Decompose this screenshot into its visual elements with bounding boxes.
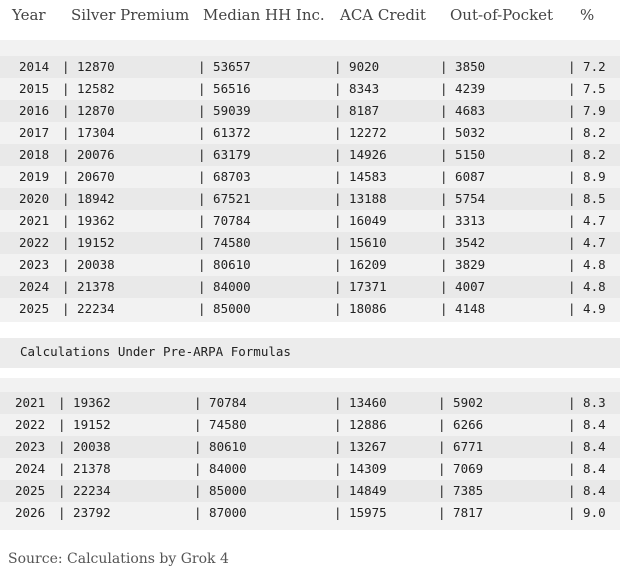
median-income-cell: | 70784 [198,213,251,228]
out-of-pocket-cell: | 4148 [440,301,486,316]
out-of-pocket-cell: | 4007 [440,279,486,294]
aca-credit-cell: | 8187 [334,103,380,118]
silver-premium-cell: | 20038 [62,257,115,272]
aca-credit-cell: | 14926 [334,147,387,162]
aca-credit-cell: | 9020 [334,59,380,74]
table-row [0,210,620,232]
table-row [0,232,620,254]
percent-cell: | 8.4 [568,439,606,454]
aca-credit-cell: | 13188 [334,191,387,206]
out-of-pocket-cell: | 7817 [438,505,484,520]
out-of-pocket-cell: | 4239 [440,81,486,96]
year-cell: 2016 [19,103,50,118]
percent-cell: | 4.8 [568,279,606,294]
percent-cell: | 8.4 [568,461,606,476]
percent-cell: | 7.9 [568,103,606,118]
aca-credit-cell: | 8343 [334,81,380,96]
median-income-cell: | 67521 [198,191,251,206]
percent-cell: | 7.2 [568,59,606,74]
median-income-cell: | 68703 [198,169,251,184]
out-of-pocket-cell: | 7069 [438,461,484,476]
out-of-pocket-cell: | 6771 [438,439,484,454]
aca-credit-cell: | 15610 [334,235,387,250]
median-income-cell: | 80610 [194,439,247,454]
table-row [0,100,620,122]
aca-credit-cell: | 13460 [334,395,387,410]
out-of-pocket-cell: | 3542 [440,235,486,250]
year-cell: 2024 [15,461,46,476]
median-income-cell: | 74580 [198,235,251,250]
percent-cell: | 4.7 [568,235,606,250]
year-cell: 2026 [15,505,46,520]
out-of-pocket-cell: | 3850 [440,59,486,74]
header-percent: % [580,6,595,24]
out-of-pocket-cell: | 4683 [440,103,486,118]
percent-cell: | 4.9 [568,301,606,316]
silver-premium-cell: | 12870 [62,59,115,74]
out-of-pocket-cell: | 5150 [440,147,486,162]
table-row [0,298,620,320]
percent-cell: | 9.0 [568,505,606,520]
median-income-cell: | 84000 [194,461,247,476]
aca-credit-cell: | 12886 [334,417,387,432]
silver-premium-cell: | 19152 [58,417,111,432]
year-cell: 2023 [15,439,46,454]
silver-premium-cell: | 12582 [62,81,115,96]
out-of-pocket-cell: | 6266 [438,417,484,432]
silver-premium-cell: | 17304 [62,125,115,140]
source-note: Source: Calculations by Grok 4 [8,551,229,567]
table-row [0,254,620,276]
percent-cell: | 4.8 [568,257,606,272]
out-of-pocket-cell: | 7385 [438,483,484,498]
aca-credit-cell: | 17371 [334,279,387,294]
median-income-cell: | 59039 [198,103,251,118]
year-cell: 2022 [19,235,50,250]
aca-credit-cell: | 14849 [334,483,387,498]
percent-cell: | 8.4 [568,483,606,498]
out-of-pocket-cell: | 6087 [440,169,486,184]
table-row [0,458,620,480]
table-row [0,436,620,458]
header-year: Year [12,6,46,24]
year-cell: 2024 [19,279,50,294]
median-income-cell: | 53657 [198,59,251,74]
out-of-pocket-cell: | 5902 [438,395,484,410]
median-income-cell: | 85000 [198,301,251,316]
year-cell: 2017 [19,125,50,140]
aca-credit-cell: | 12272 [334,125,387,140]
aca-credit-cell: | 13267 [334,439,387,454]
table-row [0,276,620,298]
table-row [0,502,620,524]
table-row [0,56,620,78]
silver-premium-cell: | 20670 [62,169,115,184]
table-row [0,414,620,436]
aca-credit-cell: | 18086 [334,301,387,316]
percent-cell: | 8.2 [568,147,606,162]
silver-premium-cell: | 23792 [58,505,111,520]
table-row [0,166,620,188]
silver-premium-cell: | 20076 [62,147,115,162]
silver-premium-cell: | 19152 [62,235,115,250]
silver-premium-cell: | 20038 [58,439,111,454]
year-cell: 2025 [15,483,46,498]
section-heading: Calculations Under Pre-ARPA Formulas [20,344,291,359]
silver-premium-cell: | 21378 [62,279,115,294]
median-income-cell: | 80610 [198,257,251,272]
year-cell: 2015 [19,81,50,96]
table-row [0,188,620,210]
median-income-cell: | 74580 [194,417,247,432]
table-row [0,392,620,414]
table-header [0,6,620,30]
silver-premium-cell: | 19362 [58,395,111,410]
year-cell: 2021 [15,395,46,410]
year-cell: 2021 [19,213,50,228]
silver-premium-cell: | 12870 [62,103,115,118]
out-of-pocket-cell: | 5754 [440,191,486,206]
year-cell: 2018 [19,147,50,162]
median-income-cell: | 56516 [198,81,251,96]
percent-cell: | 8.9 [568,169,606,184]
percent-cell: | 8.4 [568,417,606,432]
percent-cell: | 8.2 [568,125,606,140]
median-income-cell: | 84000 [198,279,251,294]
percent-cell: | 7.5 [568,81,606,96]
table-pre-arpa [0,378,620,530]
year-cell: 2014 [19,59,50,74]
year-cell: 2020 [19,191,50,206]
aca-credit-cell: | 14583 [334,169,387,184]
out-of-pocket-cell: | 3313 [440,213,486,228]
out-of-pocket-cell: | 5032 [440,125,486,140]
percent-cell: | 8.5 [568,191,606,206]
table-row [0,78,620,100]
aca-credit-cell: | 14309 [334,461,387,476]
header-out-of-pocket: Out-of-Pocket [450,6,554,24]
year-cell: 2023 [19,257,50,272]
section-heading-block [0,338,620,368]
aca-credit-cell: | 16049 [334,213,387,228]
median-income-cell: | 61372 [198,125,251,140]
year-cell: 2025 [19,301,50,316]
median-income-cell: | 85000 [194,483,247,498]
aca-credit-cell: | 16209 [334,257,387,272]
median-income-cell: | 70784 [194,395,247,410]
median-income-cell: | 63179 [198,147,251,162]
silver-premium-cell: | 22234 [58,483,111,498]
header-aca-credit: ACA Credit [340,6,426,24]
table-row [0,480,620,502]
out-of-pocket-cell: | 3829 [440,257,486,272]
aca-credit-cell: | 15975 [334,505,387,520]
silver-premium-cell: | 22234 [62,301,115,316]
silver-premium-cell: | 18942 [62,191,115,206]
median-income-cell: | 87000 [194,505,247,520]
percent-cell: | 8.3 [568,395,606,410]
table-row [0,122,620,144]
silver-premium-cell: | 19362 [62,213,115,228]
percent-cell: | 4.7 [568,213,606,228]
header-median-hh-income: Median HH Inc. [203,6,325,24]
silver-premium-cell: | 21378 [58,461,111,476]
year-cell: 2022 [15,417,46,432]
header-silver-premium: Silver Premium [71,6,190,24]
year-cell: 2019 [19,169,50,184]
table-current-law [0,40,620,322]
table-row [0,144,620,166]
